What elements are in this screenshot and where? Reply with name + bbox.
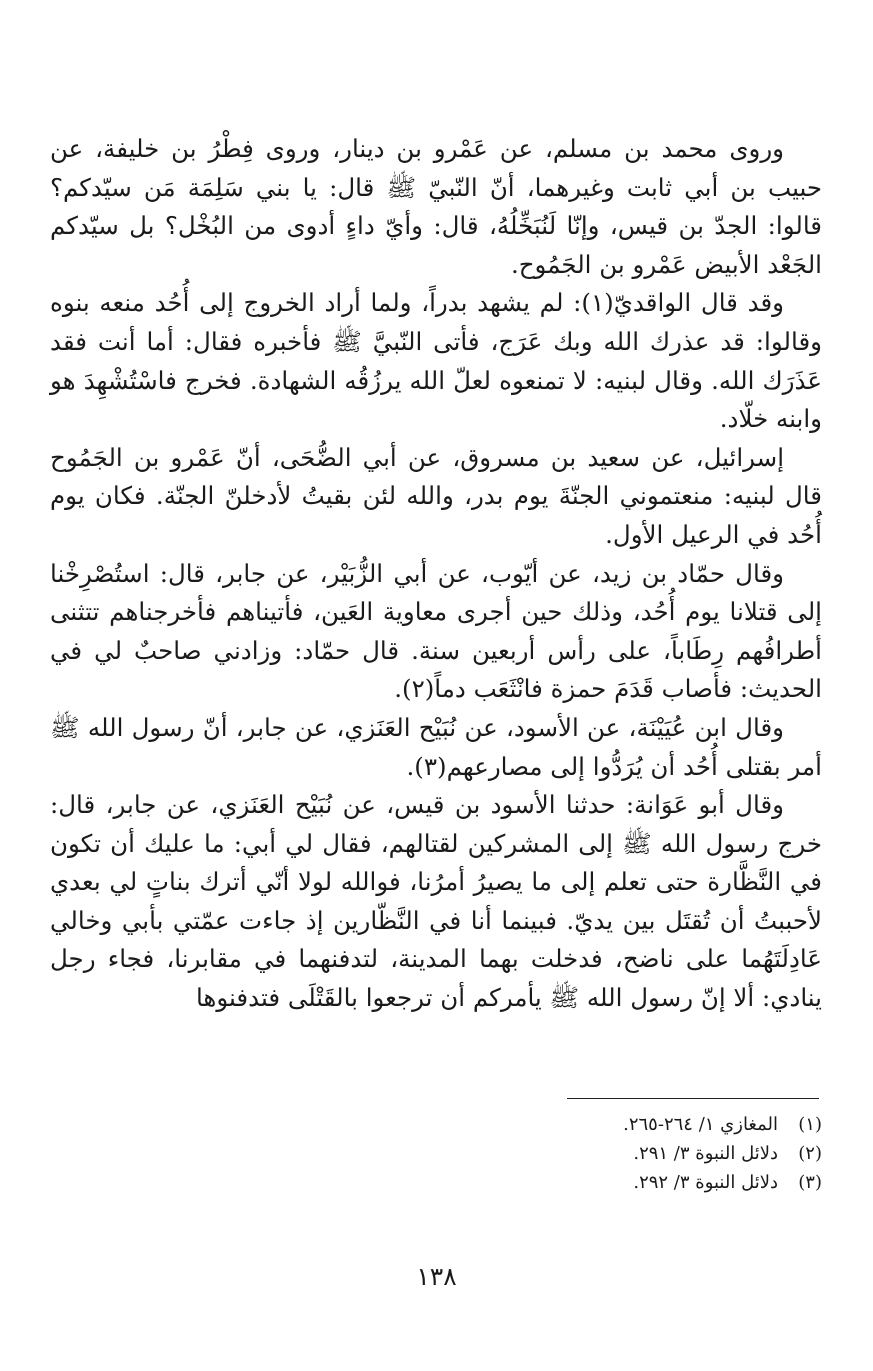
paragraph-waqidi: وقد قال الواقديّ(١): لم يشهد بدراً، ولما أراد الخروج إلى أُحُد منعه بنوه وقالوا: قد عذرك الله وبك عَرَج، فأتى النّبيَّ ﷺ فأخبره فقال: أما أنت فقد عَذَرَك الله. وقال لبنيه: لا تمنعوه لعلّ الله يرزُقُه الشهادة. فخرج فاسْتُشْهِدَ هو وابنه خلّاد. bbox=[50, 288, 822, 434]
paragraph-israil: إسرائيل، عن سعيد بن مسروق، عن أبي الضُّحَى، أنّ عَمْرو بن الجَمُوح قال لبنيه: منعتموني الجنّةَ يوم بدر، والله لئن بقيتُ لأدخلنّ الجنّة. فكان يوم أُحُد في الرعيل الأول. bbox=[50, 442, 822, 549]
footnote-text: دلائل النبوة ٣/ ٢٩٢. bbox=[633, 1172, 778, 1193]
footnote-text: دلائل النبوة ٣/ ٢٩١. bbox=[633, 1143, 778, 1164]
footnote-text: المغازي ١/ ٢٦٤-٢٦٥. bbox=[623, 1114, 778, 1135]
footnotes bbox=[440, 1110, 822, 1197]
footnote-number: (٢) bbox=[798, 1143, 822, 1164]
paragraph-hammad: وقال حمّاد بن زيد، عن أيّوب، عن أبي الزُّبَيْر، عن جابر، قال: استُصْرِخْنا إلى قتلانا يوم أُحُد، وذلك حين أجرى معاوية العَين، فأتيناهم فأخرجناهم تتثنى أطرافُهم رِطَاباً، على رأس أربعين سنة. قال حمّاد: وزادني صاحبٌ لي في الحديث: فأصاب قَدَمَ حمزة فانْثَعَب دماً(٢). bbox=[50, 558, 822, 704]
paragraph-abu-awana: وقال أبو عَوَانة: حدثنا الأسود بن قيس، عن نُبَيْح العَنَزي، عن جابر، قال: خرج رسول الله ﷺ إلى المشركين لقتالهم، فقال لي أبي: ما عليك أن تكون في النَّظَّارة حتى تعلم إلى ما يصيرُ أمرُنا، فوالله لولا أنّي أترك بناتٍ لي بعدي لأحببتُ أن تُقتَل بين يديّ. فبينما أنا في النَّظّارين إذ جاءت عمّتي بأبي وخالي عَادِلَتَهُما على ناضح، فدخلت بهما المدينة، لتدفنهما في مقابرنا، فجاء رجل ينادي: ألا إنّ رسول الله ﷺ يأمركم أن ترجعوا بالقَتْلَى فتدفنوها bbox=[50, 790, 822, 1013]
footnote-2 bbox=[440, 1139, 822, 1168]
footnote-1 bbox=[440, 1110, 822, 1139]
main-text bbox=[50, 130, 822, 1018]
footnote-number: (٣) bbox=[798, 1172, 822, 1193]
footnote-divider bbox=[567, 1098, 819, 1099]
paragraph-ibn-uyayna: وقال ابن عُيَيْنَة، عن الأسود، عن نُبَيْح العَنَزي، عن جابر، أنّ رسول الله ﷺ أمر بقتلى أُحُد أن يُرَدُّوا إلى مصارعهم(٣). bbox=[50, 712, 822, 781]
footnote-number: (١) bbox=[798, 1114, 822, 1135]
paragraph-amr-ibn-al-jamuh: وروى محمد بن مسلم، عن عَمْرو بن دينار، وروى فِطْرُ بن خليفة، عن حبيب بن أبي ثابت وغيرهما، أنّ النّبيّ ﷺ قال: يا بني سَلِمَة مَن سيّدكم؟ قالوا: الجدّ بن قيس، وإنّا لَنُبَخِّلُهُ، قال: وأيّ داءٍ أدوى من البُخْل؟ بل سيّدكم الجَعْد الأبيض عَمْرو بن الجَمُوح. bbox=[50, 134, 822, 279]
page-number: ١٣٨ bbox=[416, 1262, 457, 1291]
footnote-3 bbox=[440, 1168, 822, 1197]
